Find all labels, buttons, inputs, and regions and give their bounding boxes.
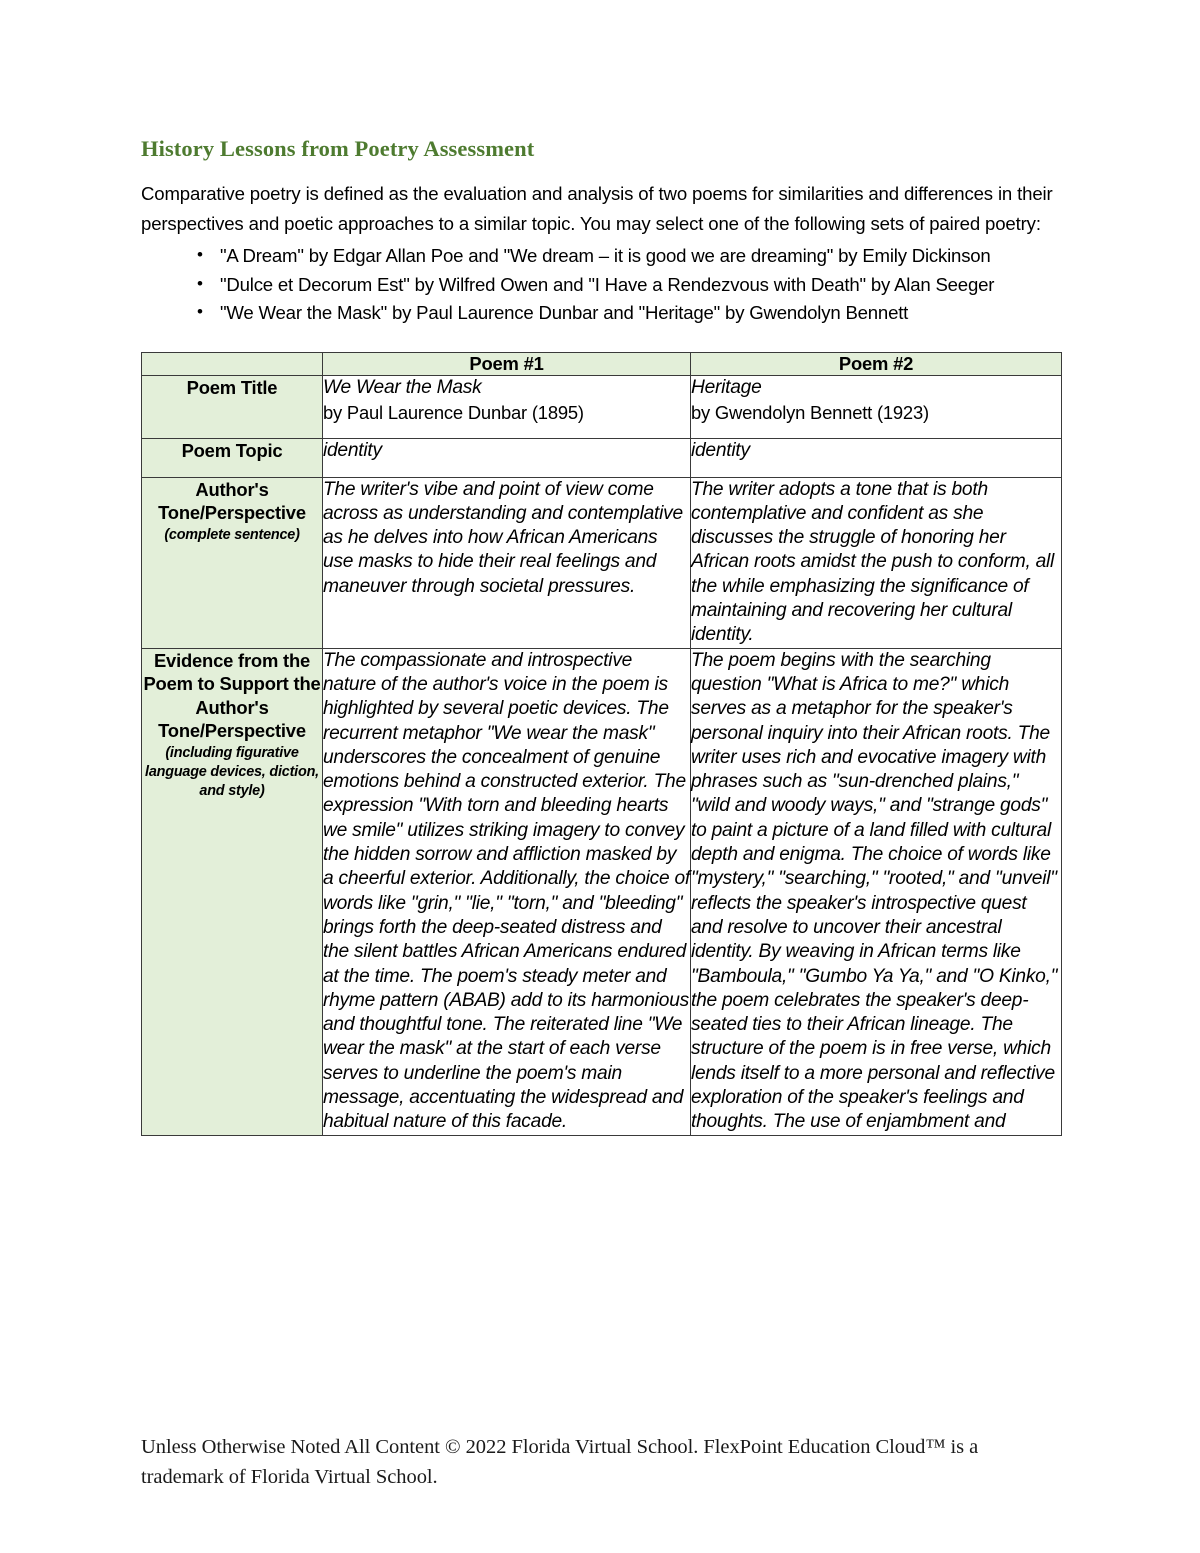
row-label-author-tone — [142, 477, 323, 648]
poem-set-list — [141, 242, 1070, 328]
table-row-poem-title — [142, 375, 1062, 438]
poem1-title-text: We Wear the Mask — [323, 376, 482, 398]
cell-poem1-evidence: The compassionate and introspective nature of the author's voice in the poem is highlighted by several poetic devices. The recurrent metaphor "We wear the mask" underscores the concealment of genuine emotions behind a constructed exterior. The expression "With torn and bleeding hearts we smile" utilizes striking imagery to convey the hidden sorrow and affliction masked by a cheerful exterior. Additionally, the choice of words like "grin," "lie," "torn," and "bleeding" brings forth the deep-seated distress and the silent battles African Americans endured at the time. The poem's steady meter and rhyme pattern (ABAB) add to its harmonious and thoughtful tone. The reiterated line "We wear the mask" at the start of each verse serves to underline the poem's main message, accentuating the widespread and habitual nature of this facade. — [323, 648, 691, 1135]
row-label-poem-title: Poem Title — [142, 375, 323, 438]
poem-comparison-table — [141, 352, 1062, 1136]
cell-poem1-title — [323, 375, 691, 438]
table-row-poem-topic — [142, 438, 1062, 477]
cell-poem2-title — [691, 375, 1062, 438]
cell-poem1-tone: The writer's vibe and point of view come across as understanding and contemplative as he delves into how African Americans use masks to hide their real feelings and maneuver through societal pressures. — [323, 477, 691, 648]
column-header-poem-2: Poem #2 — [691, 352, 1062, 375]
row-label-poem-topic: Poem Topic — [142, 438, 323, 477]
intro-paragraph: Comparative poetry is defined as the evaluation and analysis of two poems for similarities and differences in their perspectives and poetic approaches to a similar topic. You may select one of the following sets of paired poetry: — [141, 182, 1053, 235]
row-label-author-tone-sub: (complete sentence) — [164, 526, 300, 543]
poem2-title-text: Heritage — [691, 376, 762, 398]
table-row-author-tone — [142, 477, 1062, 648]
list-item: • "Dulce et Decorum Est" by Wilfred Owen and "I Have a Rendezvous with Death" by Alan Seeger — [197, 271, 1070, 300]
column-header-poem-1: Poem #1 — [323, 352, 691, 375]
cell-poem1-topic: identity — [323, 438, 691, 477]
poem1-byline: by Paul Laurence Dunbar (1895) — [323, 401, 584, 423]
cell-poem2-tone: The writer adopts a tone that is both contemplative and confident as she discusses the struggle of honoring her African roots amidst the push to conform, all the while emphasizing the significance of maintaining and recovering her cultural identity. — [691, 477, 1062, 648]
cell-poem2-evidence: The poem begins with the searching question "What is Africa to me?" which serves as a metaphor for the speaker's personal inquiry into their African roots. The writer uses rich and evocative imagery with phrases such as "sun-drenched plains," "wild and woody ways," and "strange gods" to paint a picture of a land filled with cultural depth and enigma. The choice of words like "mystery," "searching," "rooted," and "unveil" reflects the speaker's introspective quest and resolve to uncover their ancestral identity. By weaving in African terms like "Bamboula," "Gumbo Ya Ya," and "O Kinko," the poem celebrates the speaker's deep-seated ties to their African lineage. The structure of the poem is in free verse, which lends itself to a more personal and reflective exploration of the speaker's feelings and thoughts. The use of enjambment and — [691, 648, 1062, 1135]
poem2-byline: by Gwendolyn Bennett (1923) — [691, 401, 929, 423]
row-label-evidence — [142, 648, 323, 1135]
page-title: History Lessons from Poetry Assessment — [141, 136, 535, 161]
table-header-row — [142, 352, 1062, 375]
list-item: • "We Wear the Mask" by Paul Laurence Dunbar and "Heritage" by Gwendolyn Bennett — [197, 299, 1070, 328]
row-label-evidence-main: Evidence from the Poem to Support the Author's Tone/Perspective — [143, 649, 321, 742]
table-corner-cell — [142, 352, 323, 375]
cell-poem2-topic: identity — [691, 438, 1062, 477]
list-item: • "A Dream" by Edgar Allan Poe and "We dream – it is good we are dreaming" by Emily Dickinson — [197, 242, 1070, 271]
row-label-author-tone-main: Author's Tone/Perspective — [158, 478, 306, 524]
row-label-evidence-sub: (including figurative language devices, diction, and style) — [145, 744, 319, 799]
page-footer: Unless Otherwise Noted All Content © 2022 Florida Virtual School. FlexPoint Education Cloud™ is a trademark of Florida Virtual School. — [141, 1436, 979, 1488]
table-row-evidence — [142, 648, 1062, 1135]
